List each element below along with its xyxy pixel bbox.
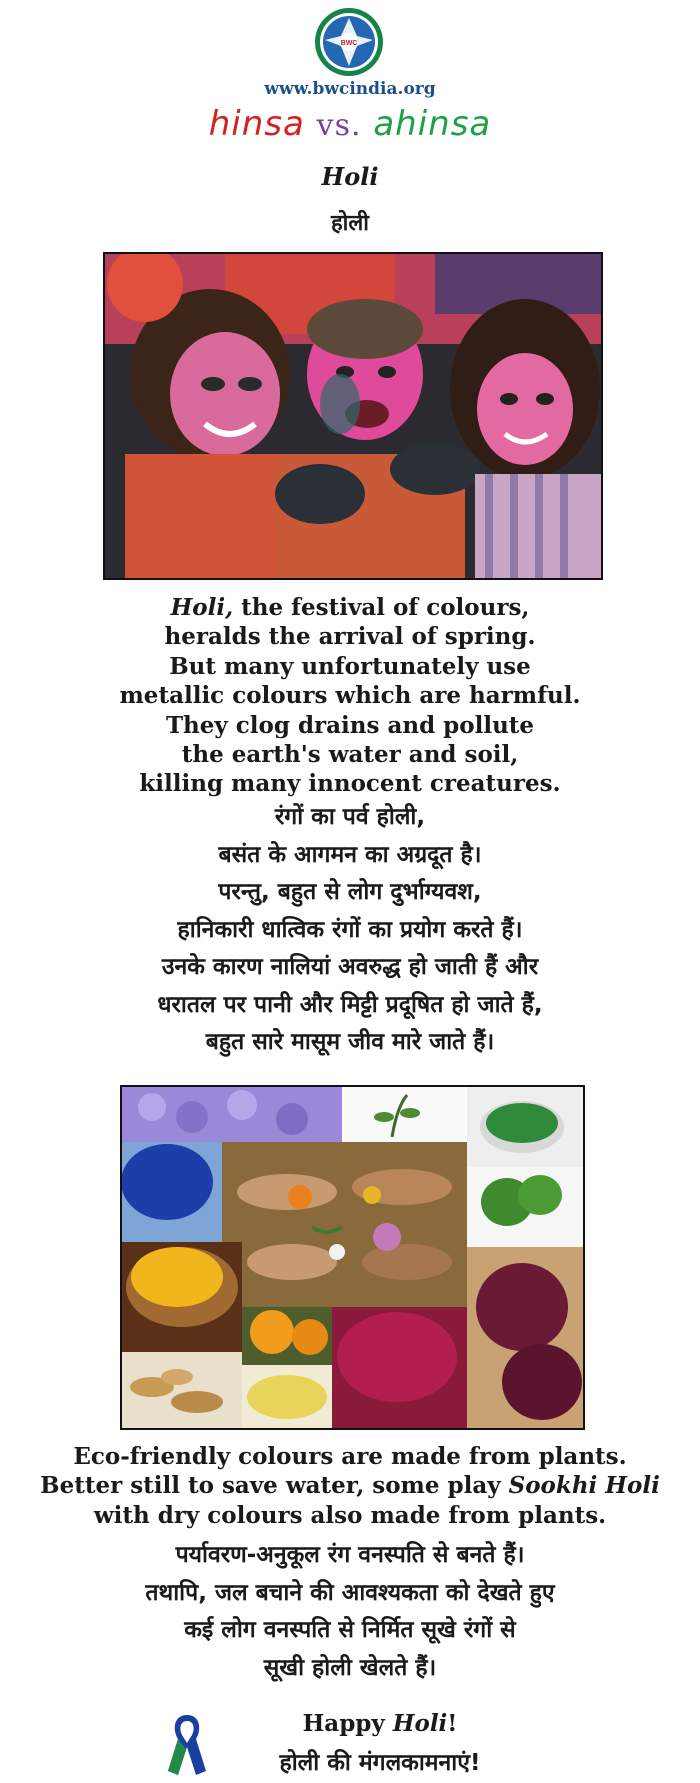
eco-hi-line-1: पर्यावरण-अनुकूल रंग वनस्पति से बनते हैं। — [175, 1542, 525, 1568]
page-title-hi: होली — [331, 211, 369, 236]
ribbon-icon — [166, 1711, 208, 1779]
brand-hinsa: hinsa — [208, 104, 305, 144]
intro-en-line-3: But many unfortunately use — [169, 652, 531, 680]
intro-en-line-1 — [0, 593, 700, 622]
holi-children-photo — [103, 252, 603, 580]
site-url[interactable]: www.bwcindia.org — [264, 79, 436, 99]
intro-en-line-2: heralds the arrival of spring. — [164, 623, 536, 651]
intro-hi-line-5: उनके कारण नालियां अवरुद्ध हो जाती हैं और — [161, 954, 539, 980]
plant-colours-illustration — [122, 1087, 583, 1428]
intro-hindi — [0, 799, 700, 1062]
plant-colours-collage — [120, 1085, 585, 1430]
intro-en-line-5: They clog drains and pollute — [165, 711, 535, 739]
happy-holi-italic: Holi — [392, 1710, 448, 1737]
eco-hi-line-3: कई लोग वनस्पति से निर्मित सूखे रंगों से — [184, 1617, 516, 1643]
happy-holi-hi: होली की मंगलकामनाएं! — [279, 1750, 481, 1776]
page-title-en: Holi — [321, 162, 379, 191]
intro-en-line-1-rest: the festival of colours, — [233, 594, 530, 621]
eco-hindi — [0, 1537, 700, 1687]
brand-ahinsa: ahinsa — [373, 104, 492, 144]
eco-hi-line-4: सूखी होली खेलते हैं। — [263, 1654, 437, 1681]
eco-en-line-1: Eco-friendly colours are made from plants. — [73, 1443, 627, 1470]
happy-post: ! — [447, 1710, 458, 1737]
intro-hi-line-3: परन्तु, बहुत से लोग दुर्भाग्यवश, — [218, 879, 482, 905]
eco-english — [0, 1442, 700, 1530]
intro-english — [0, 593, 700, 799]
brand-title — [0, 104, 700, 144]
holi-children-illustration — [105, 254, 601, 578]
eco-hi-line-2: तथापि, जल बचाने की आवश्यकता को देखते हुए — [145, 1579, 555, 1606]
brand-vs: vs. — [316, 108, 362, 143]
happy-holi-en — [210, 1710, 550, 1737]
logo-text: BWC — [340, 40, 358, 47]
sookhi-holi-italic: Sookhi Holi — [508, 1472, 660, 1500]
happy-pre: Happy — [302, 1710, 393, 1737]
bwc-logo — [313, 6, 385, 78]
intro-en-line-6: the earth's water and soil, — [181, 741, 519, 769]
intro-hi-line-4: हानिकारी धात्विक रंगों का प्रयोग करते हैं। — [177, 916, 523, 943]
holi-italic: Holi, — [170, 594, 234, 621]
intro-hi-line-1: रंगों का पर्व होली, — [274, 804, 426, 830]
intro-hi-line-2: बसंत के आगमन का अग्रदूत है। — [218, 841, 482, 868]
intro-hi-line-6: धरातल पर पानी और मिट्टी प्रदूषित हो जाते हैं, — [157, 991, 543, 1018]
intro-hi-line-7: बहुत सारे मासूम जीव मारे जाते हैं। — [205, 1029, 495, 1055]
eco-en-line-2 — [0, 1471, 700, 1500]
eco-en-line-2-pre: Better still to save water, some play — [40, 1472, 509, 1500]
eco-en-line-3: with dry colours also made from plants. — [93, 1501, 607, 1529]
intro-en-line-4: metallic colours which are harmful. — [119, 682, 581, 710]
intro-en-line-7: killing many innocent creatures. — [139, 770, 561, 798]
